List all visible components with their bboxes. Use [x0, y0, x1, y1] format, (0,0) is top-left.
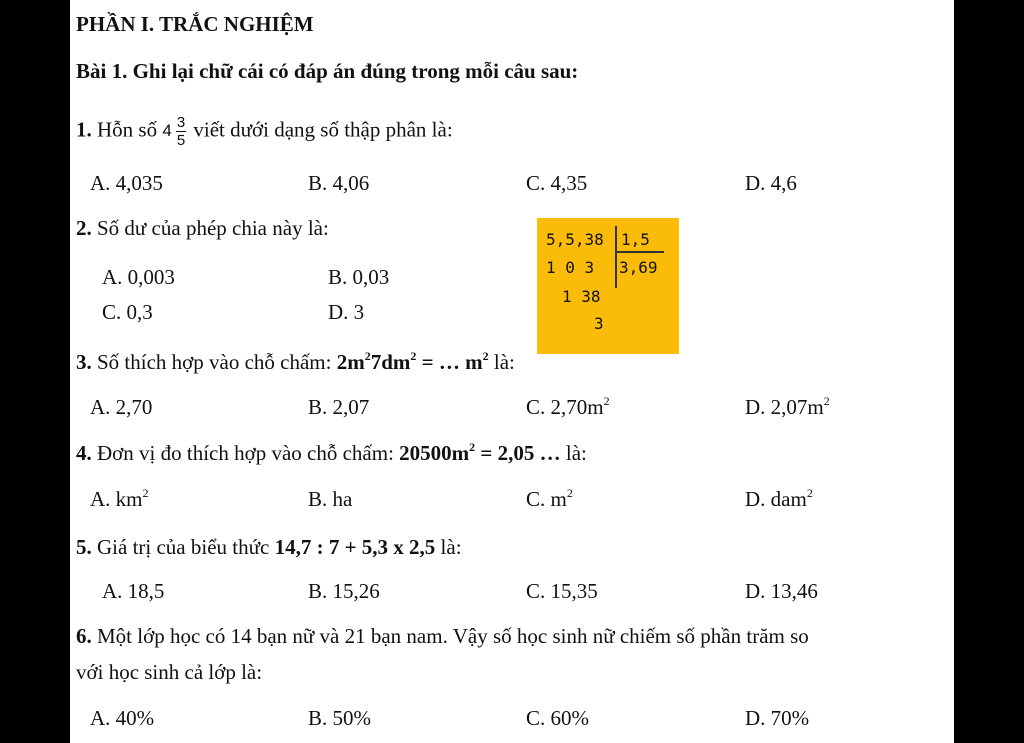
q5-option-b: B. 15,26 [308, 579, 380, 603]
division-row-3: 1 38 [562, 287, 601, 306]
q2-option-b: B. 0,03 [328, 265, 390, 289]
expr-part-a: 2m [336, 350, 365, 374]
division-quotient: 3,69 [619, 258, 658, 277]
q3-option-a: A. 2,70 [90, 395, 153, 419]
q1-option-d: D. 4,6 [745, 171, 797, 195]
question-1-pre: Hỗn số [97, 117, 158, 142]
q6-option-b: B. 50% [308, 706, 371, 730]
q3-option-c-exp: 2 [603, 394, 610, 408]
question-5 [76, 535, 462, 560]
question-4-tail: là: [565, 441, 587, 465]
q6-option-a: A. 40% [90, 706, 155, 730]
expr-exp-c: 2 [482, 349, 489, 363]
q5-option-d: D. 13,46 [745, 579, 818, 603]
question-5-expression: 14,7 : 7 + 5,3 x 2,5 [274, 535, 436, 559]
question-6-line-1 [76, 624, 809, 649]
question-3-text: Số thích hợp vào chỗ chấm: [97, 350, 332, 374]
q3-option-d-exp: 2 [823, 394, 830, 408]
division-divisor: 1,5 [621, 230, 650, 249]
q3-option-d-text: D. 2,07m [745, 395, 824, 419]
q4-expr-exp-a: 2 [469, 440, 476, 454]
question-3-expression [337, 350, 489, 374]
question-3 [76, 350, 515, 375]
mixed-number-whole: 4 [162, 121, 172, 141]
q4-option-d [745, 487, 813, 512]
q1-option-a: A. 4,035 [90, 171, 163, 195]
question-5-tail: là: [440, 535, 462, 559]
question-6-line-2: với học sinh cả lớp là: [76, 660, 263, 684]
q4-option-b: B. ha [308, 487, 353, 511]
question-3-tail: là: [493, 350, 515, 374]
q3-option-c [526, 395, 610, 420]
q4-expr-part-b: = 2,05 … [475, 441, 561, 465]
q5-option-c: C. 15,35 [526, 579, 598, 603]
question-1-post: viết dưới dạng số thập phân là: [193, 117, 453, 142]
division-row-2: 1 0 3 [546, 258, 595, 277]
expr-exp-a: 2 [364, 349, 371, 363]
question-3-number: 3. [76, 350, 92, 374]
question-4 [76, 441, 587, 466]
q3-option-b: B. 2,07 [308, 395, 370, 419]
mixed-number-fraction [176, 114, 186, 149]
worksheet-page [70, 0, 954, 743]
expr-part-b: 7dm [370, 350, 411, 374]
long-division-box [537, 218, 679, 354]
q6-option-c: C. 60% [526, 706, 589, 730]
q2-option-c: C. 0,3 [102, 300, 153, 324]
question-4-expression [399, 441, 560, 465]
section-title: PHẦN I. TRẮC NGHIỆM [76, 12, 314, 36]
q6-option-d: D. 70% [745, 706, 810, 730]
q4-option-a [90, 487, 149, 512]
exercise-title: Bài 1. Ghi lại chữ cái có đáp án đúng trong mỗi câu sau: [76, 59, 579, 83]
question-4-text: Đơn vị đo thích hợp vào chỗ chấm: [97, 441, 394, 465]
question-2-number: 2. [76, 216, 92, 240]
q4-option-c-exp: 2 [566, 486, 573, 500]
q4-option-d-text: D. dam [745, 487, 807, 511]
question-1-number: 1. [76, 117, 92, 142]
fraction-numerator: 3 [176, 114, 186, 131]
q2-option-a: A. 0,003 [102, 265, 175, 289]
question-4-number: 4. [76, 441, 92, 465]
division-remainder: 3 [594, 314, 604, 333]
expr-part-c: = … m [416, 350, 483, 374]
division-horizontal-line [616, 251, 664, 253]
q3-option-d [745, 395, 830, 420]
expr-exp-b: 2 [410, 349, 417, 363]
q2-option-d: D. 3 [328, 300, 365, 324]
q3-option-c-text: C. 2,70m [526, 395, 604, 419]
question-5-number: 5. [76, 535, 92, 559]
q5-option-a: A. 18,5 [102, 579, 165, 603]
question-2-text: Số dư của phép chia này là: [97, 216, 329, 240]
q4-expr-part-a: 20500m [399, 441, 470, 465]
question-6-text: Một lớp học có 14 bạn nữ và 21 bạn nam. Vậy số học sinh nữ chiếm số phần trăm so [97, 624, 809, 648]
division-vertical-line [615, 226, 617, 288]
q4-option-c [526, 487, 573, 512]
q4-option-d-exp: 2 [806, 486, 813, 500]
question-5-text: Giá trị của biểu thức [97, 535, 270, 559]
q1-option-b: B. 4,06 [308, 171, 370, 195]
question-2 [76, 216, 329, 241]
q4-option-a-text: A. km [90, 487, 143, 511]
q1-option-c: C. 4,35 [526, 171, 588, 195]
fraction-denominator: 5 [176, 132, 186, 149]
question-1 [76, 114, 453, 149]
q4-option-c-text: C. m [526, 487, 567, 511]
division-dividend: 5,5,38 [546, 230, 604, 249]
question-6-number: 6. [76, 624, 92, 648]
q4-option-a-exp: 2 [142, 486, 149, 500]
